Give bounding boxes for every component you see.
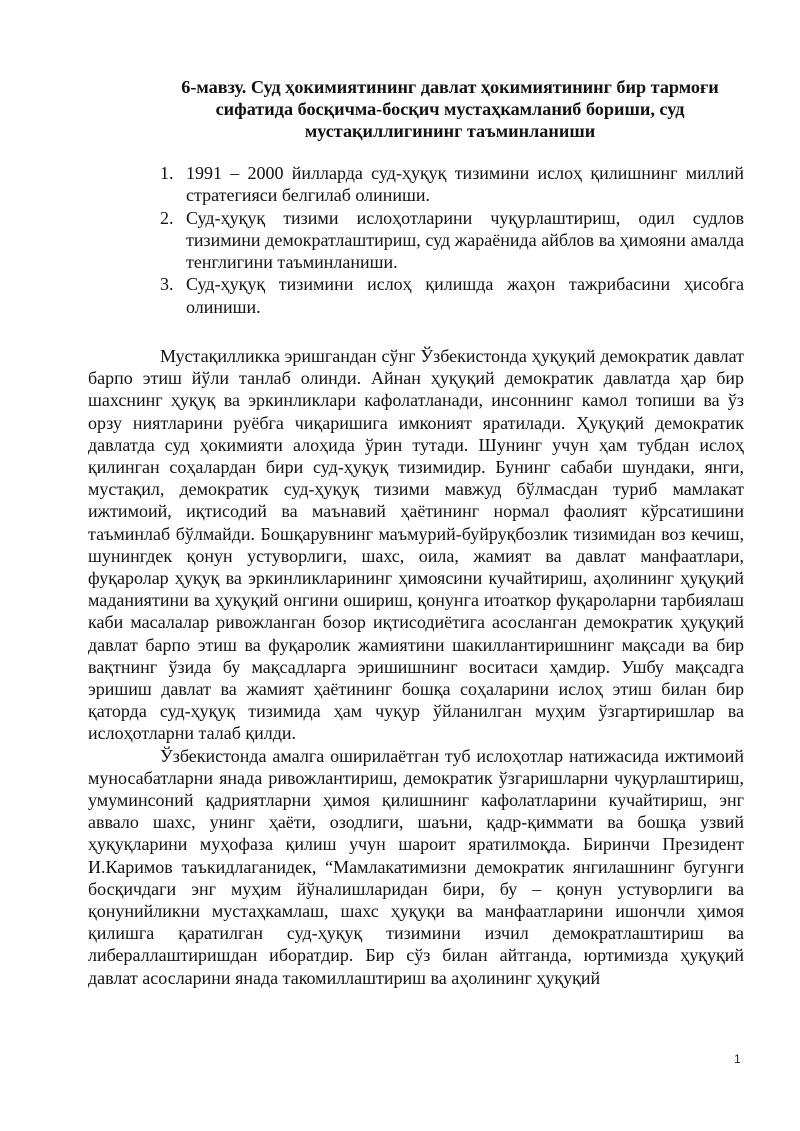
topic-number: 1. — [160, 163, 174, 183]
topic-item — [160, 207, 744, 274]
body-paragraph: Мустақилликка эришгандан сўнг Ўзбекистонда ҳуқуқий демократик давлат барпо этиш йўли танлаб олинди. Айнан ҳуқуқий демократик давлатда ҳар бир шахснинг ҳуқуқ ва эркинликлари кафолатланади, инсоннинг камол топиши ва ўз орзу ниятларини руёбга чиқаришига имконият яратилади. Ҳуқуқий демократик давлатда суд ҳокимияти алоҳида ўрин тутади. Шунинг учун ҳам тубдан ислоҳ қилинган соҳалардан бири суд-ҳуқуқ тизимидир. Бунинг сабаби шундаки, янги, мустақил, демократик суд-ҳуқуқ тизими мавжуд бўлмасдан туриб мамлакат ижтимоий, иқтисодий ва маънавий ҳаётининг нормал фаолият кўрсатишини таъминлаб бўлмайди. Бошқарувнинг маъмурий-буйруқбозлик тизимидан воз кечиш, шунингдек қонун устуворлиги, шахс, оила, жамият ва давлат манфаатлари, фуқаролар ҳуқуқ ва эркинликларининг ҳимоясини кучайтириш, аҳолининг ҳуқуқий маданиятини ва ҳуқуқий онгини ошириш, қонунга итоаткор фуқароларни тарбиялаш каби масалалар ривожланган бозор иқтисодиётига асосланган демократик ҳуқуқий давлат барпо этиш ва фуқаролик жамиятини шакиллантиришнинг мақсади ва бир вақтнинг ўзида бу мақсадларга эришишнинг воситаси ҳамдир. Ушбу мақсадга эришиш давлат ва жамият ҳаётининг бошқа соҳаларини ислоҳ этиш билан бир қаторда суд-ҳуқуқ тизимида ҳам чуқур ўйланилган муҳим ўзгартиришлар ва ислоҳотларни талаб қилди. — [88, 346, 744, 744]
topic-list — [160, 162, 744, 318]
topic-item — [160, 162, 744, 207]
topic-text: Суд-ҳуқуқ тизимини ислоҳ қилишда жаҳон тажрибасини ҳисобга олиниши. — [186, 274, 744, 317]
document-title — [150, 76, 750, 142]
body-text — [88, 345, 744, 989]
topic-number: 2. — [160, 207, 174, 228]
title-line-1: 6-мавзу. Суд ҳокимиятининг давлат ҳокимиятининг бир тармоғи — [181, 77, 719, 97]
topic-text: Суд-ҳуқуқ тизими ислоҳотларини чуқурлаштириш, одил судлов тизимини демократлаштириш, суд жараёнида айблов ва ҳимояни амалда тенглигини таъминланиши. — [186, 207, 744, 273]
title-line-3: мустақиллигининг таъминланиши — [304, 121, 596, 141]
topic-number: 3. — [160, 274, 174, 295]
topic-item — [160, 273, 744, 318]
title-line-2: сифатида босқичма-босқич мустаҳкамланиб бориши, суд — [215, 99, 685, 119]
body-paragraph: Ўзбекистонда амалга оширилаётган туб ислоҳотлар натижасида ижтимоий муносабатларни янада ривожлантириш, демократик ўзгаришларни чуқурлаштириш, умуминсоний қадриятларни ҳимоя қилишнинг кафолатларини кучайтириш, энг аввало шахс, унинг ҳаёти, озодлиги, шаъни, қадр-қиммати ва бошқа узвий ҳуқуқларини муҳофаза қилиш учун шароит яратилмоқда. Биринчи Президент И.Каримов таъкидлаганидек, “Мамлакатимизни демократик янгилашнинг бугунги босқичдаги энг муҳим йўналишларидан бири, бу – қонун устуворлиги ва қонунийликни мустаҳкамлаш, шахс ҳуқуқи ва манфаатларини ишончли ҳимоя қилишга қаратилган суд-ҳуқуқ тизимини изчил демократлаштириш ва либераллаштиришдан иборатдир. Бир сўз билан айтганда, юртимизда ҳуқуқий давлат асосларини янада такомиллаштириш ва аҳолининг ҳуқуқий — [88, 745, 744, 988]
topic-text: 1991 – 2000 йилларда суд-ҳуқуқ тизимини ислоҳ қилишнинг миллий стратегияси белгилаб олиниши. — [186, 163, 744, 206]
page-number: 1 — [734, 1052, 741, 1066]
